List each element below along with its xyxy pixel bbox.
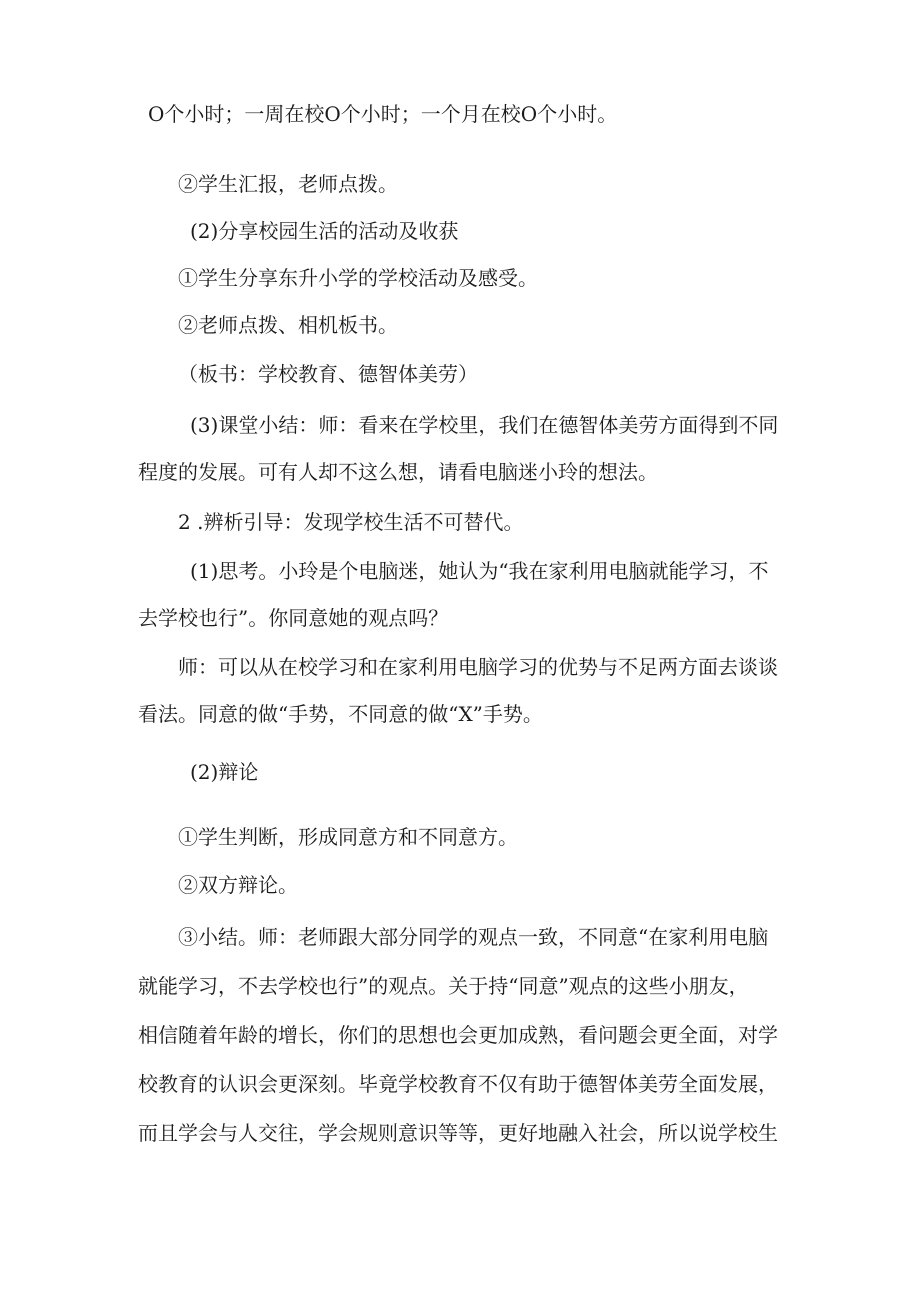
- text-line: O个小时；一周在校O个小时；一个月在校O个小时。: [148, 102, 618, 126]
- text-line: ②双方辩论。: [178, 873, 298, 897]
- text-line: ②老师点拨、相机板书。: [178, 313, 398, 337]
- text-line: (1)思考。小玲是个电脑迷，她认为“我在家利用电脑就能学习，不: [190, 559, 769, 583]
- text-line: ①学生分享东升小学的学校活动及感受。: [178, 266, 538, 290]
- text-line: (2)辩论: [190, 760, 259, 784]
- text-line: 校教育的认识会更深刻。毕竟学校教育不仅有助于德智体美劳全面发展，: [138, 1072, 778, 1096]
- text-line: ③小结。师：老师跟大部分同学的观点一致，不同意“在家利用电脑: [178, 925, 769, 949]
- text-line: 而且学会与人交往，学会规则意识等等，更好地融入社会，所以说学校生: [138, 1121, 778, 1145]
- text-line: 程度的发展。可有人却不这么想，请看电脑迷小玲的想法。: [138, 460, 658, 484]
- text-line: 2 .辨析引导：发现学校生活不可替代。: [178, 510, 524, 534]
- text-line: (3)课堂小结：师：看来在学校里，我们在德智体美劳方面得到不同: [190, 413, 779, 437]
- text-line: 看法。同意的做“手势，不同意的做“X”手势。: [138, 702, 543, 726]
- text-line: （板书：学校教育、德智体美劳）: [178, 362, 478, 386]
- text-line: ②学生汇报，老师点拨。: [178, 172, 398, 196]
- text-line: 相信随着年龄的增长，你们的思想也会更加成熟，看问题会更全面，对学: [138, 1023, 778, 1047]
- text-line: 就能学习，不去学校也行”的观点。关于持“同意”观点的这些小朋友，: [138, 974, 749, 998]
- text-line: ①学生判断，形成同意方和不同意方。: [178, 825, 518, 849]
- text-line: 去学校也行”。你同意她的观点吗？: [138, 606, 449, 630]
- text-line: 师：可以从在校学习和在家利用电脑学习的优势与不足两方面去谈谈: [178, 655, 778, 679]
- text-line: (2)分享校园生活的活动及收获: [190, 219, 459, 243]
